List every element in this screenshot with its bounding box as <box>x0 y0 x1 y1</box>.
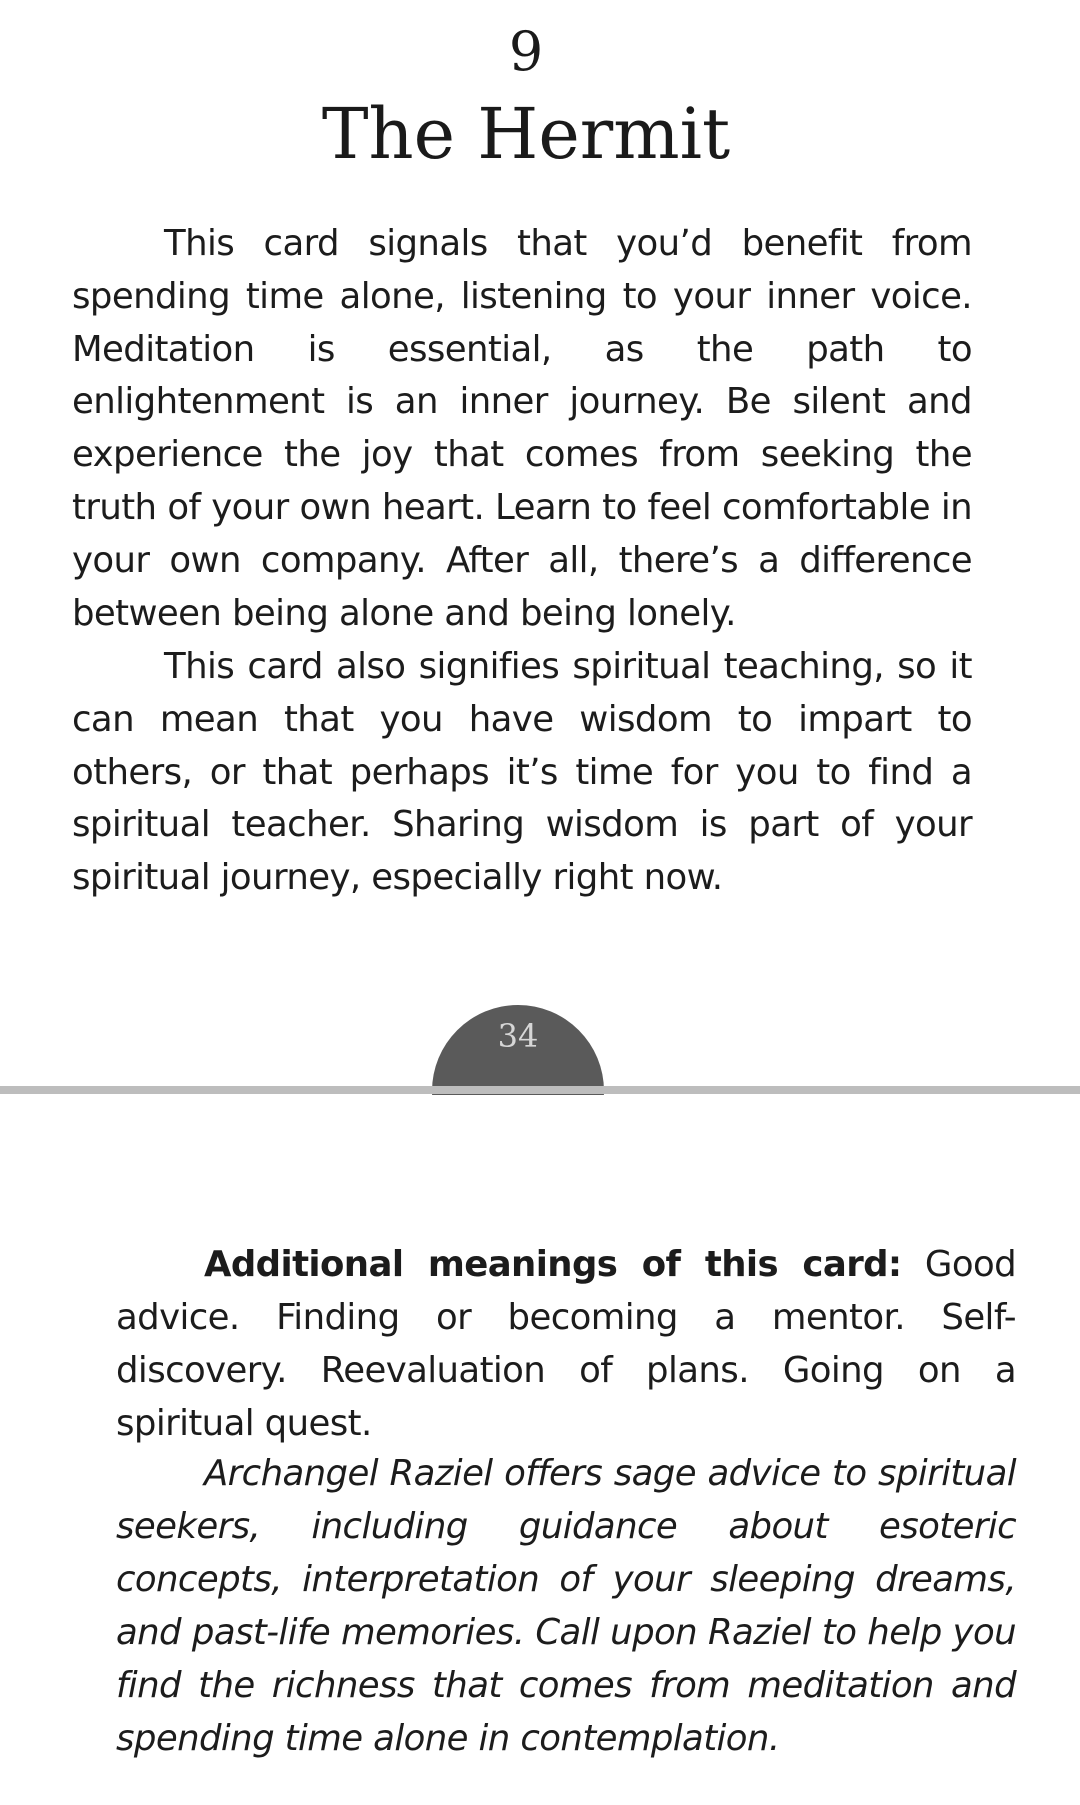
additional-meanings-text: Good advice. Finding or becoming a mentor. Self-discovery. Reevaluation of plans. Going on a spiritual quest. <box>116 1244 1016 1444</box>
card-title: The Hermit <box>321 93 731 175</box>
page-divider <box>0 1086 1080 1094</box>
archangel-paragraph <box>116 1447 1016 1765</box>
additional-meanings <box>116 1238 1016 1450</box>
paragraph-text: This card signals that you’d benefit from spending time alone, listening to your inner voice. Meditation is essential, as the path to enlightenment is an inner journey. Be silent and experience the joy that comes from seeking the truth of your own heart. Learn to feel comfortable in your own company. After all, there’s a difference between being alone and being lonely. <box>72 223 972 634</box>
archangel-text: Archangel Raziel offers sage advice to spiritual seekers, including guidance about esoteric concepts, interpretation of your sleeping dreams, and past-life memories. Call upon Raziel to help you find the richness that comes from meditation and spending time alone in contemplation. <box>116 1453 1016 1759</box>
page-number: 34 <box>497 1017 539 1055</box>
body-paragraph-1 <box>72 218 972 640</box>
card-number: 9 <box>508 20 544 83</box>
body-paragraph-2 <box>72 641 972 905</box>
additional-meanings-label: Additional meanings of this card: <box>204 1244 902 1285</box>
additional-meanings-paragraph <box>116 1238 1016 1450</box>
paragraph-text: This card also signifies spiritual teaching, so it can mean that you have wisdom to impart to others, or that perhaps it’s time for you to find a spiritual teacher. Sharing wisdom is part of your spiritual journey, especially right now. <box>72 646 972 899</box>
